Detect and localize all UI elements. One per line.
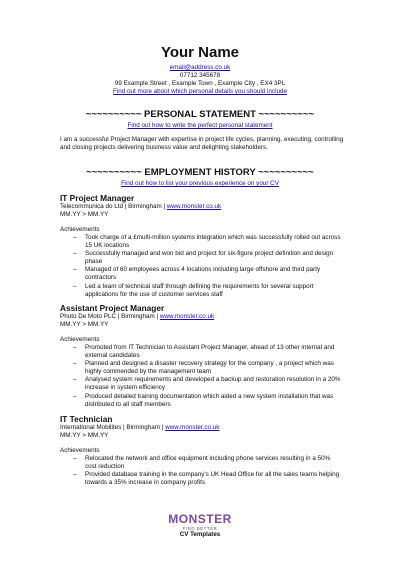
achievements-label: Achievements: [60, 336, 100, 343]
achievements-list: [60, 455, 342, 487]
email-link[interactable]: email@address.co.uk: [169, 64, 231, 71]
achievements-list: [60, 234, 342, 299]
logo-tagline: FIND BETTER: [182, 526, 218, 531]
list-item: – Relocated the network and office equipment including phone services resulting in a 50% cost reduction: [60, 455, 342, 471]
job-company-line: [60, 313, 214, 321]
company-website-link[interactable]: www.monster.co.uk: [165, 424, 220, 431]
personal-statement-link[interactable]: Find out how to write the perfect personal statement: [127, 122, 273, 129]
postal-address: 99 Example Street , Example Town , Example City , EX4 3PL: [114, 80, 286, 87]
personal-details-link[interactable]: Find out more about which personal details you should include: [113, 88, 287, 95]
list-item: – Planned and designed a disaster recovery strategy for the company , a project which was highly commended by the management team: [60, 360, 342, 376]
job-title: IT Project Manager: [60, 193, 135, 203]
list-item: – Produced detailed training documentation which aided a new system installation that was distributed to all staff members: [60, 393, 342, 409]
achievements-label: Achievements: [60, 226, 100, 233]
personal-statement-text: I am a successful Project Manager with expertise in project life cycles, planning, executing, controlling and closing projects delivering business value and delighting stakeholders.: [60, 136, 344, 152]
phone-number: 07712 345678: [179, 72, 221, 79]
job-dates: MM.YY > MM.YY: [60, 211, 109, 218]
job-company: Telecommunica do Ltd | Birmingham |: [60, 203, 167, 210]
employment-history-heading: ~~~~~~~~~~ EMPLOYMENT HISTORY ~~~~~~~~~~: [86, 167, 314, 178]
list-item: – Led a team of technical staff through defining the requirements for several support applications for the use of customer services staff: [60, 283, 342, 299]
list-item: – Successfully managed and won bid and project for six-figure project definition and design phase: [60, 250, 342, 266]
employment-history-link[interactable]: Find out how to list your previous experience on your CV: [121, 180, 279, 187]
achievements-list: [60, 344, 342, 409]
list-item: – Managed of 60 employees across 4 locations including large offshore and third party contractors: [60, 266, 342, 282]
job-dates: MM.YY > MM.YY: [60, 321, 109, 328]
personal-statement-heading: ~~~~~~~~~~ PERSONAL STATEMENT ~~~~~~~~~~: [85, 109, 315, 120]
list-item: – Promoted from IT Technician to Assistant Project Manager, ahead of 13 other internal and external candidates: [60, 344, 342, 360]
job-title: Assistant Project Manager: [60, 303, 165, 313]
job-company-line: [60, 424, 219, 432]
list-item: – Analysed system requirements and developed a backup and restoration resolution in a 20% increase in system efficiency: [60, 376, 342, 392]
logo-wordmark: MONSTER: [168, 512, 232, 526]
company-website-link[interactable]: www.monster.co.uk: [159, 313, 215, 320]
candidate-name: Your Name: [160, 44, 240, 61]
achievements-label: Achievements: [60, 447, 100, 454]
cv-templates-label: CV Templates: [179, 531, 221, 538]
monster-logo: [160, 513, 240, 538]
list-item: – Took charge of a £multi-million systems integration which was successfully rolled out across 15 UK locations: [60, 234, 342, 250]
job-company-line: [60, 203, 221, 211]
job-company: International Mobilites | Birmingham |: [60, 424, 166, 431]
list-item: – Provided database training in the company's UK Head Office for all the sales teams helping towards a 35% increase in company profits: [60, 471, 342, 487]
job-company: Photo De Moto PLC | Birmingham |: [60, 313, 160, 320]
job-title: IT Technician: [60, 414, 113, 424]
company-website-link[interactable]: www.monster.co.uk: [166, 203, 222, 210]
job-dates: MM.YY > MM.YY: [60, 432, 109, 439]
